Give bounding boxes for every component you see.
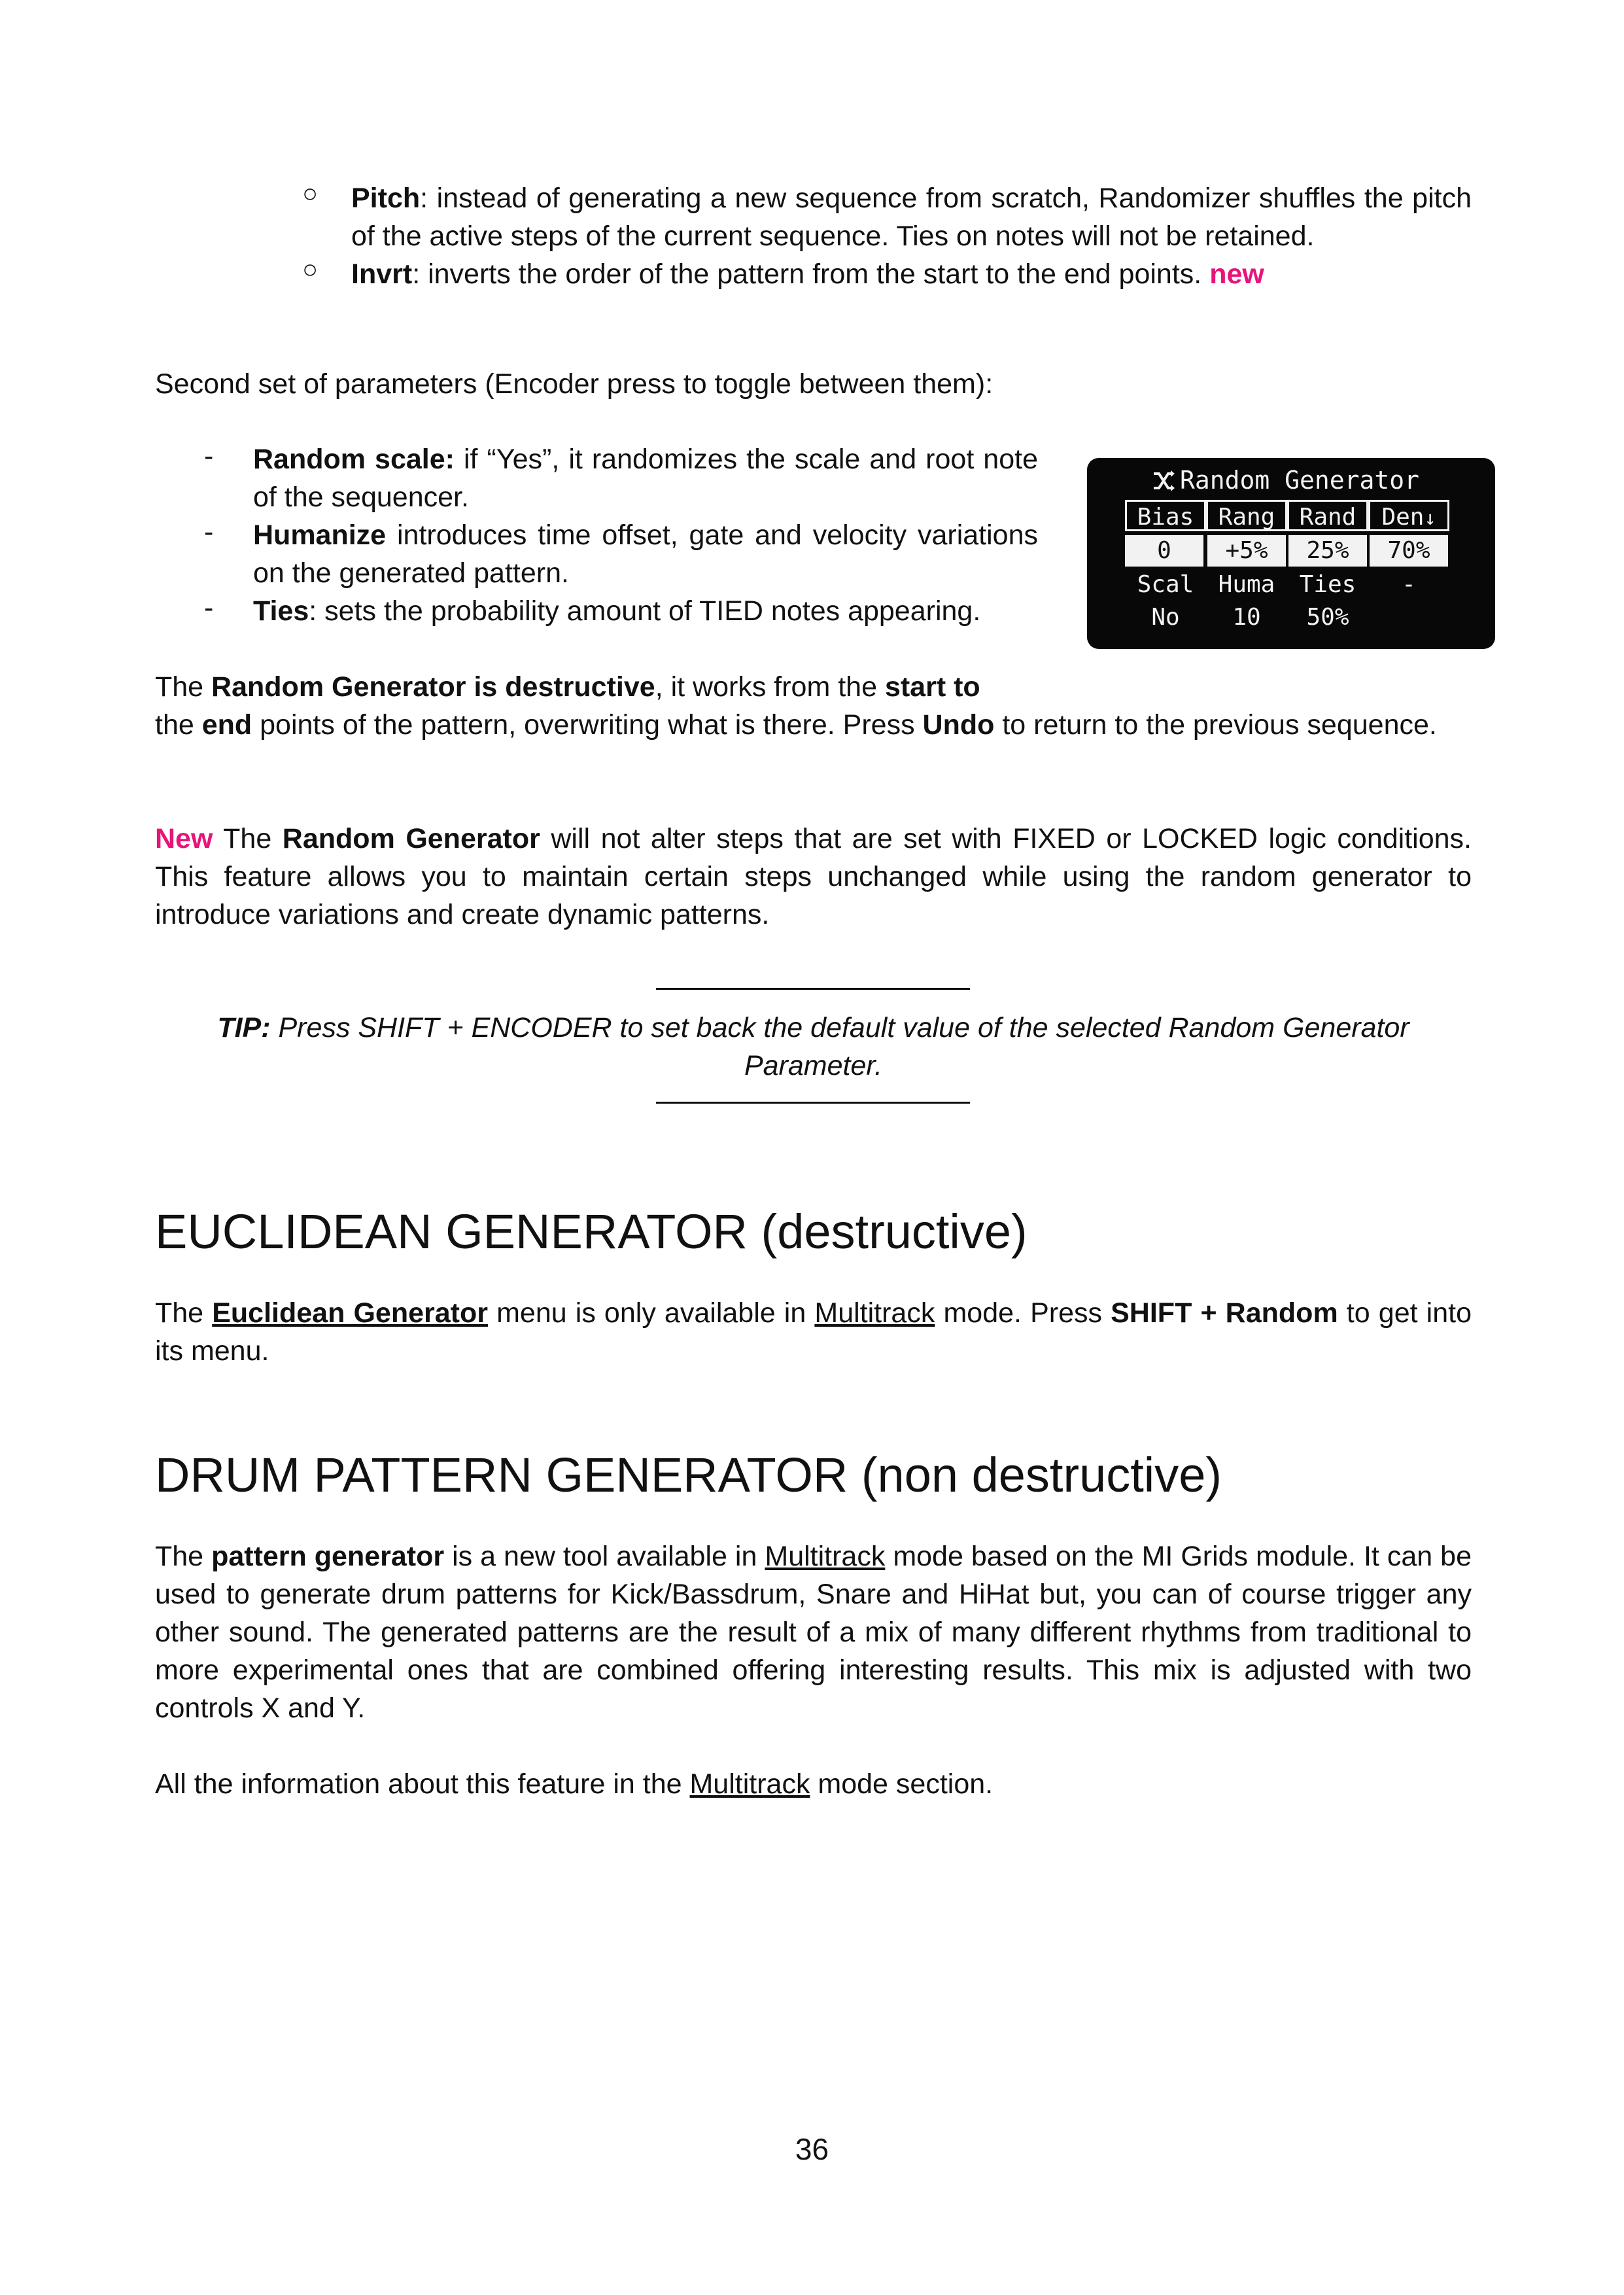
term-invrt: Invrt <box>351 258 413 290</box>
screen-label-scal: Scal <box>1137 571 1194 598</box>
destructive-line-1: The Random Generator is destructive, it works from the start to <box>155 671 980 703</box>
tip-rule-bottom <box>656 1102 970 1104</box>
drum-pattern-paragraph: The pattern generator is a new tool available in Multitrack mode based on the MI Grids module. It can be used to generate drum patterns for Kick/Bassdrum, Snare and HiHat but, you can of course trigger any other sound. The generated patterns are the result of a mix of many different rhythms from traditional to more experimental ones that are combined offering interesting results. This mix is adjusted with two controls X and Y. <box>155 1541 1472 1724</box>
screen-value-scal: No <box>1151 604 1180 631</box>
screen-header-bias: Bias <box>1125 500 1206 531</box>
ties-item <box>253 592 1038 630</box>
tip-label: TIP: <box>217 1012 271 1043</box>
term-pitch: Pitch <box>351 183 421 214</box>
humanize-text: introduces time offset, gate and velocity variations on the generated pattern. <box>253 519 1038 589</box>
drum-info-paragraph: All the information about this feature in the Multitrack mode section. <box>155 1768 993 1800</box>
tip-box <box>155 1009 1472 1085</box>
dash-marker: - <box>204 516 214 548</box>
screen-value-den: 70% <box>1370 535 1448 567</box>
tip-text: Press SHIFT + ENCODER to set back the default value of the selected Random Generator Parameter. <box>270 1012 1409 1081</box>
dash-marker: - <box>204 592 214 623</box>
shuffle-icon <box>1152 470 1176 492</box>
screen-value-rang: +5% <box>1207 535 1286 567</box>
screen-header-den: Den↓ <box>1368 500 1449 531</box>
multitrack-link[interactable]: Multitrack <box>689 1768 810 1800</box>
screen-value-huma: 10 <box>1232 604 1261 631</box>
euclidean-generator-link[interactable]: Euclidean Generator <box>212 1297 488 1329</box>
euclidean-paragraph: The Euclidean Generator menu is only available in Multitrack mode. Press SHIFT + Random to get into its menu. <box>155 1297 1472 1367</box>
term-humanize: Humanize <box>253 519 387 551</box>
humanize-item <box>253 516 1038 592</box>
destructive-line-2: the end points of the pattern, overwriting what is there. Press Undo to return to the previous sequence. <box>155 709 1437 741</box>
screen-value-bias: 0 <box>1125 535 1203 567</box>
random-scale-item <box>253 440 1038 516</box>
dash-marker: - <box>204 440 214 472</box>
invrt-text: : inverts the order of the pattern from the start to the end points. <box>412 258 1210 290</box>
screen-header-rang: Rang <box>1206 500 1287 531</box>
screen-header-rand: Rand <box>1287 500 1368 531</box>
ties-text: : sets the probability amount of TIED notes appearing. <box>309 595 981 627</box>
bullet-marker: ○ <box>302 179 319 208</box>
multitrack-link[interactable]: Multitrack <box>765 1541 886 1572</box>
term-random-scale: Random scale: <box>253 444 455 475</box>
new-feature-paragraph: New The Random Generator will not alter steps that are set with FIXED or LOCKED logic conditions. This feature allows you to maintain certain steps unchanged while using the random generator to introduce variations and create dynamic patterns. <box>155 823 1472 930</box>
tip-rule-top <box>656 988 970 990</box>
random-scale-text: if “Yes”, it randomizes the scale and root note of the sequencer. <box>253 444 1038 513</box>
new-badge: new <box>1209 258 1264 290</box>
arrow-down-icon: ↓ <box>1424 507 1436 530</box>
drum-pattern-heading: DRUM PATTERN GENERATOR (non destructive) <box>155 1448 1222 1502</box>
term-ties: Ties <box>253 595 309 627</box>
pitch-bullet <box>351 179 1472 255</box>
page-number: 36 <box>795 2132 829 2166</box>
euclidean-heading: EUCLIDEAN GENERATOR (destructive) <box>155 1204 1028 1259</box>
screen-value-ties: 50% <box>1306 604 1349 631</box>
second-set-intro: Second set of parameters (Encoder press to toggle between them): <box>155 368 993 400</box>
bullet-marker: ○ <box>302 255 319 284</box>
screen-label-empty: - <box>1402 571 1416 598</box>
multitrack-link[interactable]: Multitrack <box>814 1297 935 1329</box>
screen-title: Random Generator <box>1180 466 1420 495</box>
pitch-text: : instead of generating a new sequence from scratch, Randomizer shuffles the pitch of the active steps of the current sequence. Ties on notes will not be retained. <box>351 183 1472 252</box>
invrt-bullet <box>351 255 1472 293</box>
screen-label-ties: Ties <box>1299 571 1356 598</box>
random-generator-screen <box>1087 458 1495 649</box>
screen-value-rand: 25% <box>1288 535 1367 567</box>
screen-label-huma: Huma <box>1218 571 1275 598</box>
new-badge: New <box>155 823 213 854</box>
